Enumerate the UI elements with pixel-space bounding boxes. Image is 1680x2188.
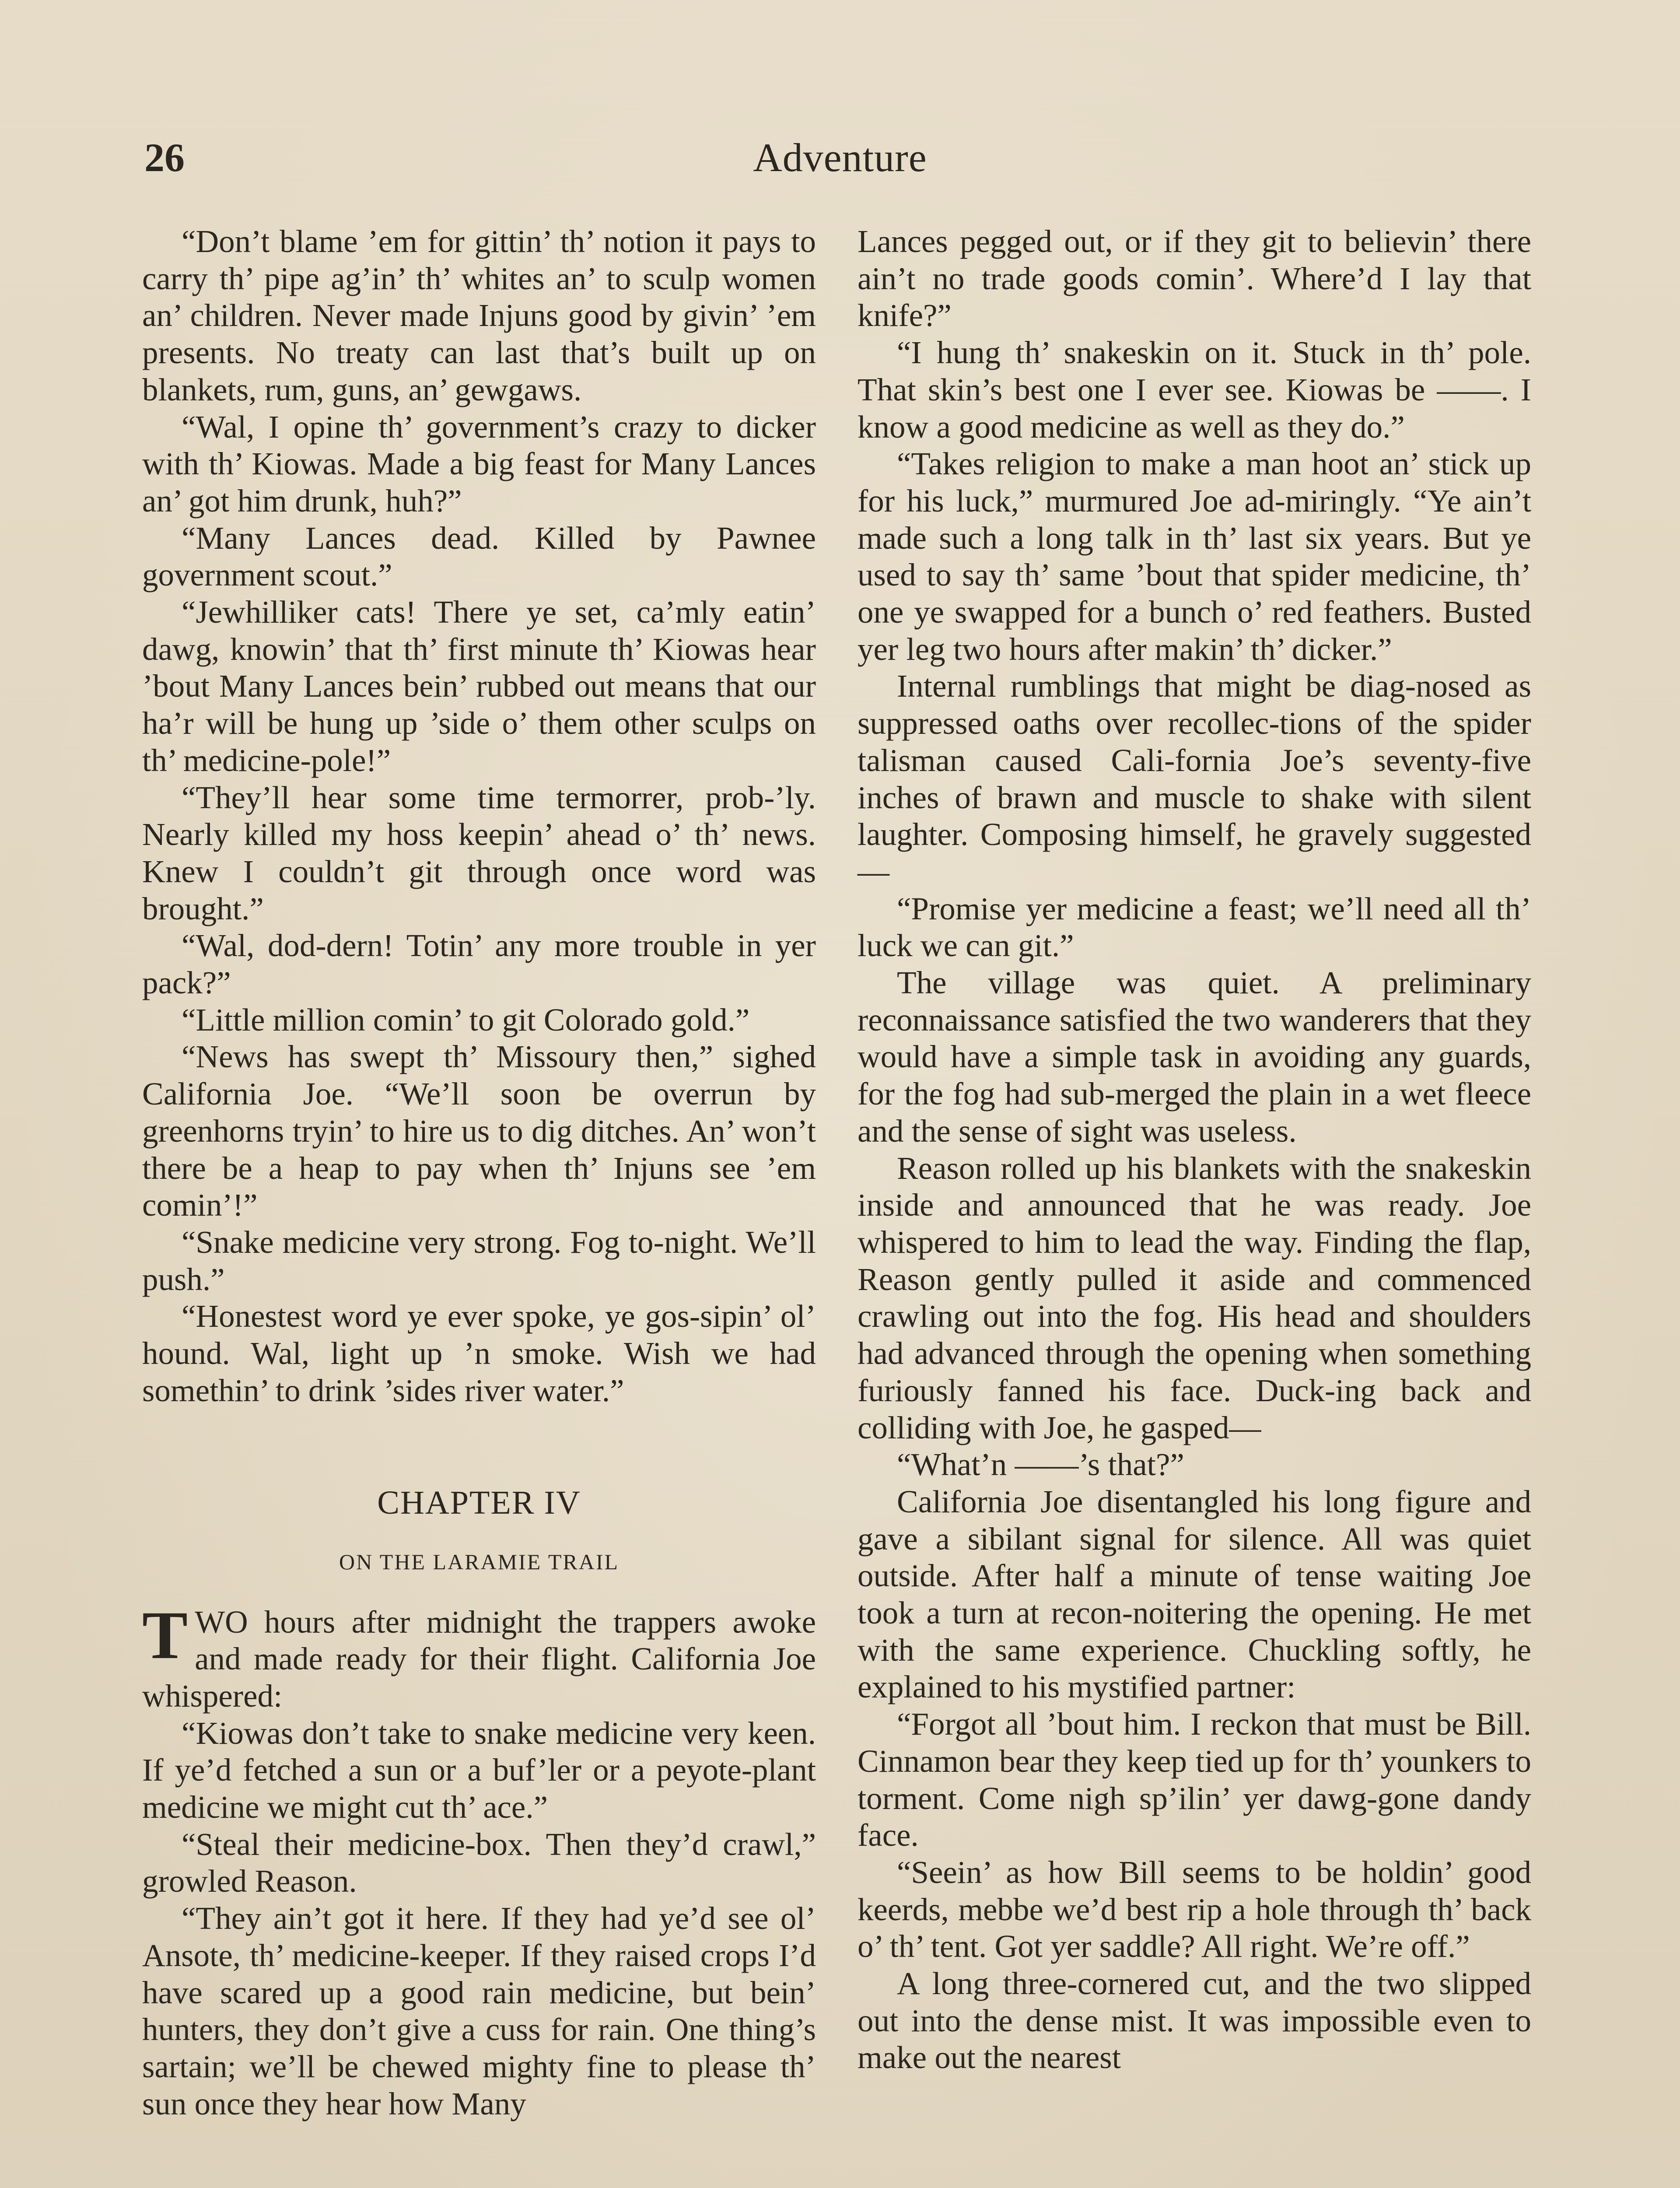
paragraph: “Seein’ as how Bill seems to be holdin’ good keerds, mebbe we’d best rip a hole through th’ back o’ th’ tent. Got yer saddle? All right. We’re off.” [858,1854,1531,1964]
paragraph: Reason rolled up his blankets with the snakeskin inside and announced that he was ready. Joe whispered to him to lead the way. Finding the flap, Reason gently pulled it aside and commenced crawling out into the fog. His head and shoulders had advanced through the opening when something furiously fanned his face. Duck-ing back and colliding with Joe, he gasped— [858,1150,1531,1445]
paragraph: “Honestest word ye ever spoke, ye gos-sipin’ ol’ hound. Wal, light up ’n smoke. Wish we had somethin’ to drink ’sides river water.” [142,1298,816,1408]
paragraph: “Takes religion to make a man hoot an’ stick up for his luck,” murmured Joe ad-miringly. “Ye ain’t made such a long talk in th’ last six years. But ye used to say th’ same ’bout that spider medicine, th’ one ye swapped for a bunch o’ red feathers. Busted yer leg two hours after makin’ th’ dicker.” [858,446,1531,667]
paragraph: “Wal, I opine th’ government’s crazy to dicker with th’ Kiowas. Made a big feast for Many Lances an’ got him drunk, huh?” [142,409,816,519]
paragraph: “Jewhilliker cats! There ye set, ca’mly eatin’ dawg, knowin’ that th’ first minute th’ Kiowas hear ’bout Many Lances bein’ rubbed out means that our ha’r will be hung up ’side o’ them other sculps on th’ medicine-pole!” [142,594,816,778]
paragraph: “I hung th’ snakeskin on it. Stuck in th’ pole. That skin’s best one I ever see. Kiowas be ——. I know a good medicine as well as they do.” [858,335,1531,445]
paragraph: “Wal, dod-dern! Totin’ any more trouble in yer pack?” [142,928,816,1001]
paragraph: “Little million comin’ to git Colorado gold.” [182,1002,750,1038]
page-header [144,131,1536,184]
paragraph: “Steal their medicine-box. Then they’d crawl,” growled Reason. [142,1826,816,1899]
paragraph: “What’n ——’s that?” [897,1447,1184,1483]
paragraph: California Joe disentangled his long figure and gave a sibilant signal for silence. All was quiet outside. After half a minute of tense waiting Joe took a turn at recon-noitering the opening. He met with the same experience. Chuckling softly, he explained to his mystified partner: [858,1483,1531,1705]
chapter-opening-paragraph [142,1597,816,1715]
chapter-subtitle: ON THE LARAMIE TRAIL [339,1549,620,1574]
paragraph: The village was quiet. A preliminary reconnaissance satisfied the two wanderers that they would have a simple task in avoiding any guards, for the fog had sub-merged the plain in a wet fleece and the sense of sight was useless. [858,965,1531,1149]
continued-paragraph: Lances pegged out, or if they git to believin’ there ain’t no trade goods comin’. Where’d I lay that knife?” [858,224,1531,333]
paragraph: A long three-cornered cut, and the two slipped out into the dense mist. It was impossible even to make out the nearest [858,1966,1531,2076]
page-number: 26 [144,135,185,180]
opening-text: WO hours after midnight the trappers awoke and made ready for their flight. California Joe whispered: [142,1604,816,1714]
paragraph: “News has swept th’ Missoury then,” sighed California Joe. “We’ll soon be overrun by greenhorns tryin’ to hire us to dig ditches. An’ won’t there be a heap to pay when th’ Injuns see ’em comin’!” [142,1039,816,1223]
paragraph: “Many Lances dead. Killed by Pawnee government scout.” [142,520,816,593]
running-title: Adventure [753,135,927,180]
paragraph: “Kiowas don’t take to snake medicine very keen. If ye’d fetched a sun or a buf’ler or a peyote-plant medicine we might cut th’ ace.” [142,1715,816,1825]
paragraph: “They ain’t got it here. If they had ye’d see ol’ Ansote, th’ medicine-keeper. If they raised crops I’d have scared up a good rain medicine, but bein’ hunters, they don’t give a cuss for rain. One thing’s sartain; we’ll be chewed mighty fine to please th’ sun once they hear how Many [142,1900,816,2121]
drop-cap: T [142,1597,188,1673]
paragraph: “They’ll hear some time termorrer, prob-’ly. Nearly killed my hoss keepin’ ahead o’ th’ news. Knew I couldn’t git through once word was brought.” [142,779,816,926]
right-column [858,223,1531,2076]
left-column [142,223,816,2122]
chapter-title: CHAPTER IV [377,1484,581,1521]
paragraph: “Don’t blame ’em for gittin’ th’ notion it pays to carry th’ pipe ag’in’ th’ whites an’ to sculp women an’ children. Never made Injuns good by givin’ ’em presents. No treaty can last that’s built up on blankets, rum, guns, an’ gewgaws. [142,224,816,407]
paragraph: “Promise yer medicine a feast; we’ll need all th’ luck we can git.” [858,891,1531,964]
paragraph: “Forgot all ’bout him. I reckon that must be Bill. Cinnamon bear they keep tied up for th’ younkers to torment. Come nigh sp’ilin’ yer dawg-gone dandy face. [858,1706,1531,1853]
paragraph: “Snake medicine very strong. Fog to-night. We’ll push.” [142,1224,816,1297]
paragraph: Internal rumblings that might be diag-nosed as suppressed oaths over recollec-tions of the spider talisman caused Cali-fornia Joe’s seventy-five inches of brawn and muscle to shake with silent laughter. Composing himself, he gravely suggested— [858,668,1531,889]
